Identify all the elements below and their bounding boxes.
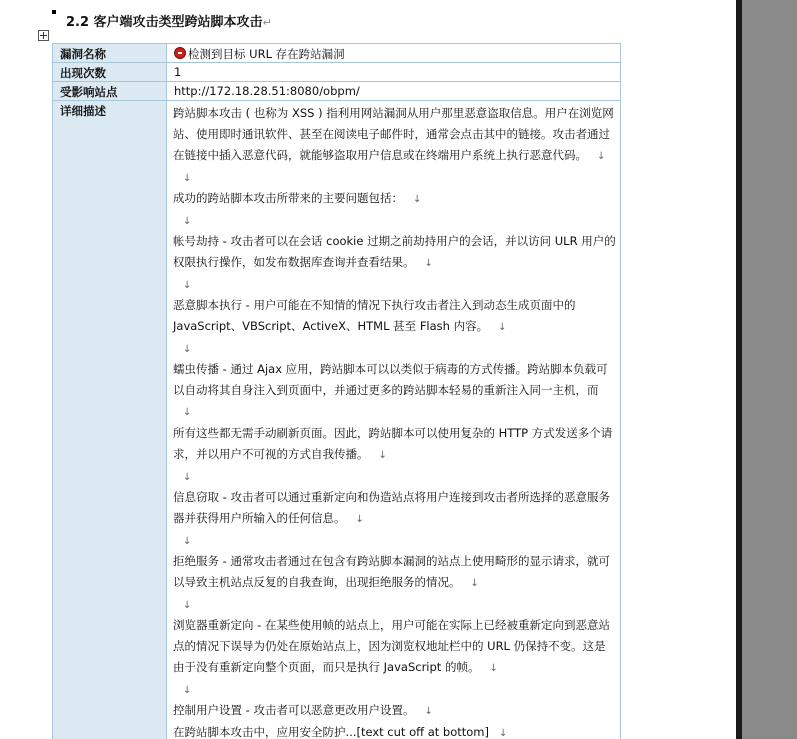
row-key: 漏洞名称 xyxy=(53,44,167,63)
detail-paragraph-text: 控制用户设置 - 攻击者可以恶意更改用户设置。 xyxy=(173,703,415,717)
detail-paragraph-text: 蠕虫传播 - 通过 Ajax 应用，跨站脚本可以以类似于病毒的方式传播。跨站脚本负载可以自动将其自身注入到页面中，并通过更多的跨站脚本轻易的重新注入同一主机，而 xyxy=(173,362,608,397)
blank-line xyxy=(173,274,616,295)
row-key: 详细描述 xyxy=(53,101,167,739)
line-break-arrow-icon: ↓ xyxy=(183,472,192,483)
line-break-arrow-icon: ↓ xyxy=(183,685,192,696)
detail-paragraph xyxy=(173,103,616,167)
detail-paragraph-text: 帐号劫持 - 攻击者可以在会话 cookie 过期之前劫持用户的会话，并以访问 ULR 用户的权限执行操作，如发布数据库查询并查看结果。 xyxy=(173,234,616,269)
line-break-arrow-icon: ↓ xyxy=(470,578,479,589)
detail-description xyxy=(167,101,621,739)
line-break-arrow-icon: ↓ xyxy=(355,514,364,525)
blank-line xyxy=(173,679,616,700)
blank-line xyxy=(173,167,616,188)
blank-line xyxy=(173,210,616,231)
table-row-occurrences xyxy=(53,63,621,82)
vuln-name-text: 检测到目标 URL 存在跨站漏洞 xyxy=(188,47,345,61)
row-key: 受影响站点 xyxy=(53,82,167,101)
detail-paragraph xyxy=(173,487,616,530)
line-break-arrow-icon: ↓ xyxy=(183,216,192,227)
blank-line xyxy=(173,594,616,615)
detail-paragraph-text: 浏览器重新定向 - 在某些使用帧的站点上，用户可能在实际上已经被重新定向到恶意站点的情况下误导为仍处在原始站点上，因为浏览权地址栏中的 URL 仍保持不变。这是由于没有重新定向整个页面，而只是执行 JavaScript 的帧。 xyxy=(173,618,610,674)
blank-line xyxy=(173,530,616,551)
detail-paragraph xyxy=(173,615,616,679)
blank-line xyxy=(173,338,616,359)
line-break-arrow-icon: ↓ xyxy=(498,728,508,739)
line-break-arrow-icon: ↓ xyxy=(378,450,387,461)
detail-paragraph xyxy=(173,295,616,338)
line-break-arrow-icon: ↓ xyxy=(183,173,192,184)
detail-paragraph xyxy=(173,551,616,594)
heading-bullet xyxy=(52,10,56,14)
detail-paragraph-text: 在跨站脚本攻击中，应用安全防护...[text cut off at bottom] xyxy=(173,725,489,739)
line-break-arrow-icon: ↓ xyxy=(489,663,498,674)
detail-paragraph-text: 恶意脚本执行 - 用户可能在不知情的情况下执行攻击者注入到动态生成页面中的 JavaScript、VBScript、ActiveX、HTML 甚至 Flash 内容。 xyxy=(173,298,576,333)
table-move-handle-icon[interactable] xyxy=(38,30,49,41)
detail-paragraph xyxy=(173,722,616,739)
line-break-arrow-icon: ↓ xyxy=(424,258,433,269)
table-row-vuln-name xyxy=(53,44,621,63)
detail-paragraph-text: 所有这些都无需手动刷新页面。因此，跨站脚本可以使用复杂的 HTTP 方式发送多个请求，并以用户不可视的方式自我传播。 xyxy=(173,426,613,461)
table-row-affected-site xyxy=(53,82,621,101)
line-break-arrow-icon: ↓ xyxy=(183,344,192,355)
row-value: 1 xyxy=(167,63,621,82)
blank-line xyxy=(173,466,616,487)
line-break-arrow-icon: ↓ xyxy=(413,194,422,205)
workspace-background xyxy=(742,0,797,739)
row-key: 出现次数 xyxy=(53,63,167,82)
row-value xyxy=(167,44,621,63)
detail-paragraph xyxy=(173,359,616,423)
line-break-arrow-icon: ↓ xyxy=(183,280,192,291)
line-break-arrow-icon: ↓ xyxy=(498,322,507,333)
line-break-arrow-icon: ↓ xyxy=(183,600,192,611)
line-break-arrow-icon: ↓ xyxy=(597,151,606,162)
detail-paragraph xyxy=(173,231,616,274)
vulnerability-table xyxy=(52,43,621,739)
detail-paragraph xyxy=(173,423,616,466)
paragraph-mark-icon: ↵ xyxy=(262,16,272,29)
detail-paragraph xyxy=(173,700,616,722)
detail-paragraph-text: 成功的跨站脚本攻击所带来的主要问题包括： xyxy=(173,191,403,205)
line-break-arrow-icon: ↓ xyxy=(183,407,192,418)
detail-body xyxy=(173,103,616,739)
high-severity-icon xyxy=(174,47,186,59)
detail-paragraph-text: 跨站脚本攻击 ( 也称为 XSS ) 指利用网站漏洞从用户那里恶意盗取信息。用户在浏览网站、使用即时通讯软件、甚至在阅读电子邮件时，通常会点击其中的链接。攻击者通过在链接中插入恶意代码，就能够盗取用户信息或在终端用户系统上执行恶意代码。 xyxy=(173,106,614,162)
row-value: http://172.18.28.51:8080/obpm/ xyxy=(167,82,621,101)
detail-paragraph-text: 信息窃取 - 攻击者可以通过重新定向和伪造站点将用户连接到攻击者所选择的恶意服务器并获得用户所输入的任何信息。 xyxy=(173,490,610,525)
line-break-arrow-icon: ↓ xyxy=(424,706,433,717)
detail-paragraph xyxy=(173,188,616,210)
table-row-details xyxy=(53,101,621,739)
section-heading-text: 2.2 客户端攻击类型跨站脚本攻击 xyxy=(66,15,263,30)
section-heading xyxy=(66,11,272,30)
line-break-arrow-icon: ↓ xyxy=(183,536,192,547)
detail-paragraph-text: 拒绝服务 - 通常攻击者通过在包含有跨站脚本漏洞的站点上使用畸形的显示请求，就可以导致主机站点反复的自我查询，出现拒绝服务的情况。 xyxy=(173,554,610,589)
